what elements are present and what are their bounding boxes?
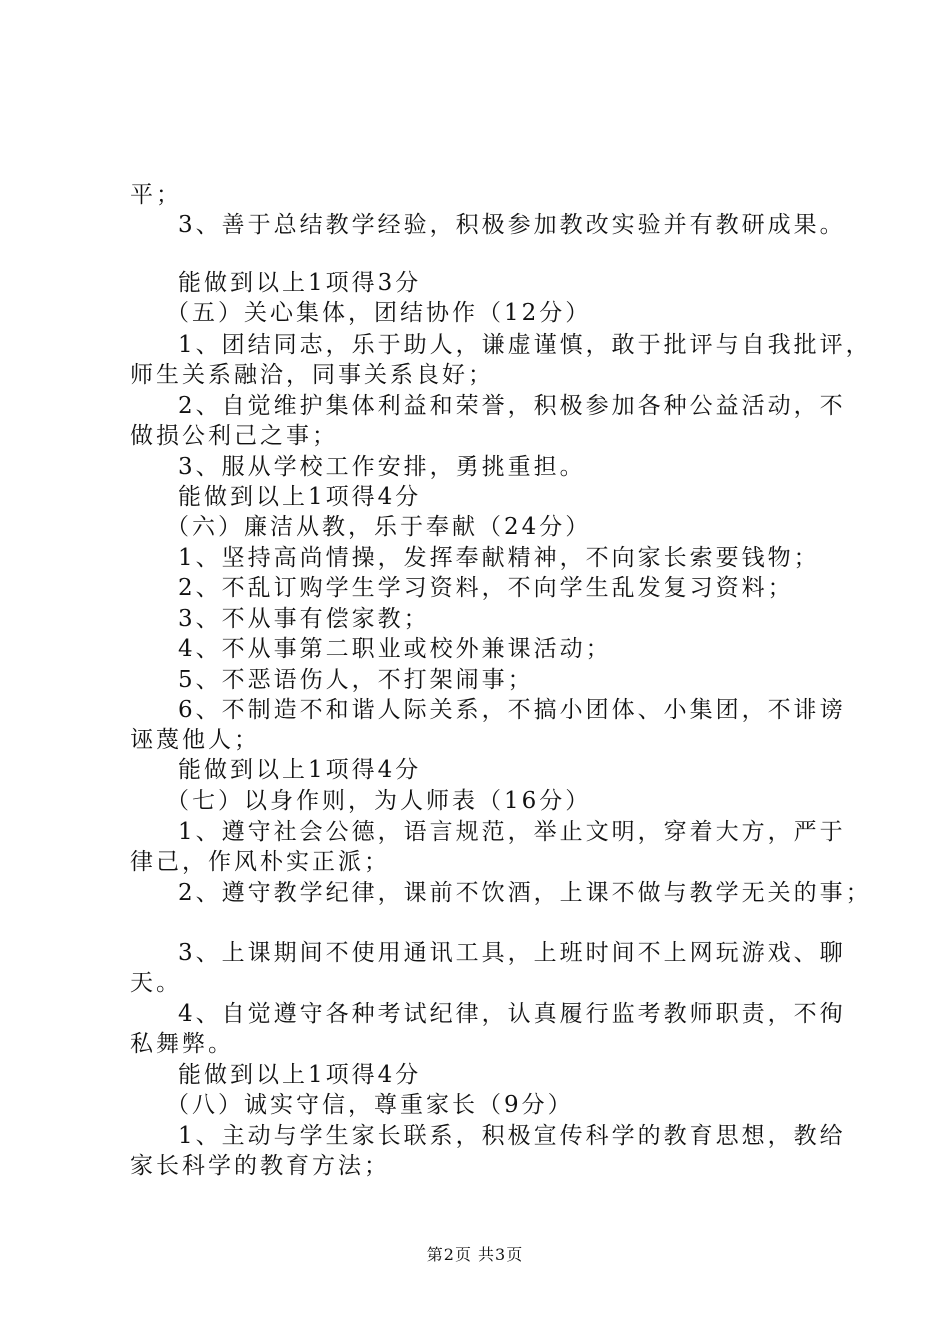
text-line: 1、遵守社会公德，语言规范，举止文明，穿着大方，严于 (178, 819, 846, 845)
text-line: 1、主动与学生家长联系，积极宣传科学的教育思想，教给 (178, 1123, 846, 1149)
text-line: 诬蔑他人； (130, 727, 260, 753)
text-line: 能做到以上1项得3分 (178, 270, 422, 296)
text-line: 2、不乱订购学生学习资料，不向学生乱发复习资料； (178, 575, 794, 601)
text-line: 3、不从事有偿家教； (178, 606, 430, 632)
text-line: 家长科学的教育方法； (130, 1153, 390, 1179)
text-line: 3、善于总结教学经验，积极参加教改实验并有教研成果。 (178, 212, 846, 238)
text-line: 4、自觉遵守各种考试纪律，认真履行监考教师职责，不徇 (178, 1001, 846, 1027)
text-line: 5、不恶语伤人，不打架闹事； (178, 667, 534, 693)
text-line: 3、服从学校工作安排，勇挑重担。 (178, 454, 586, 480)
text-line: 2、自觉维护集体利益和荣誉，积极参加各种公益活动，不 (178, 393, 846, 419)
text-line: 4、不从事第二职业或校外兼课活动； (178, 636, 612, 662)
text-line: 1、团结同志，乐于助人，谦虚谨慎，敢于批评与自我批评， (178, 332, 872, 358)
text-line: 1、坚持高尚情操，发挥奉献精神，不向家长索要钱物； (178, 545, 820, 571)
section-heading: （八）诚实守信，尊重家长（9分） (166, 1092, 574, 1118)
text-line: 能做到以上1项得4分 (178, 484, 422, 510)
text-line: 2、遵守教学纪律，课前不饮酒，上课不做与教学无关的事； (178, 880, 872, 906)
text-line: 私舞弊。 (130, 1031, 234, 1057)
text-line: 律己，作风朴实正派； (130, 849, 390, 875)
text-line: 师生关系融洽，同事关系良好； (130, 362, 494, 388)
text-line: 能做到以上1项得4分 (178, 757, 422, 783)
section-heading: （七）以身作则，为人师表（16分） (166, 788, 592, 814)
text-line: 6、不制造不和谐人际关系，不搞小团体、小集团，不诽谤 (178, 697, 846, 723)
page-footer: 第2页 共3页 (426, 1245, 524, 1264)
section-heading: （五）关心集体，团结协作（12分） (166, 300, 592, 326)
text-line: 能做到以上1项得4分 (178, 1062, 422, 1088)
text-line: 天。 (130, 970, 182, 996)
text-line: 做损公利己之事； (130, 423, 338, 449)
text-line: 3、上课期间不使用通讯工具，上班时间不上网玩游戏、聊 (178, 940, 846, 966)
text-line: 平； (130, 182, 182, 208)
section-heading: （六）廉洁从教，乐于奉献（24分） (166, 514, 592, 540)
